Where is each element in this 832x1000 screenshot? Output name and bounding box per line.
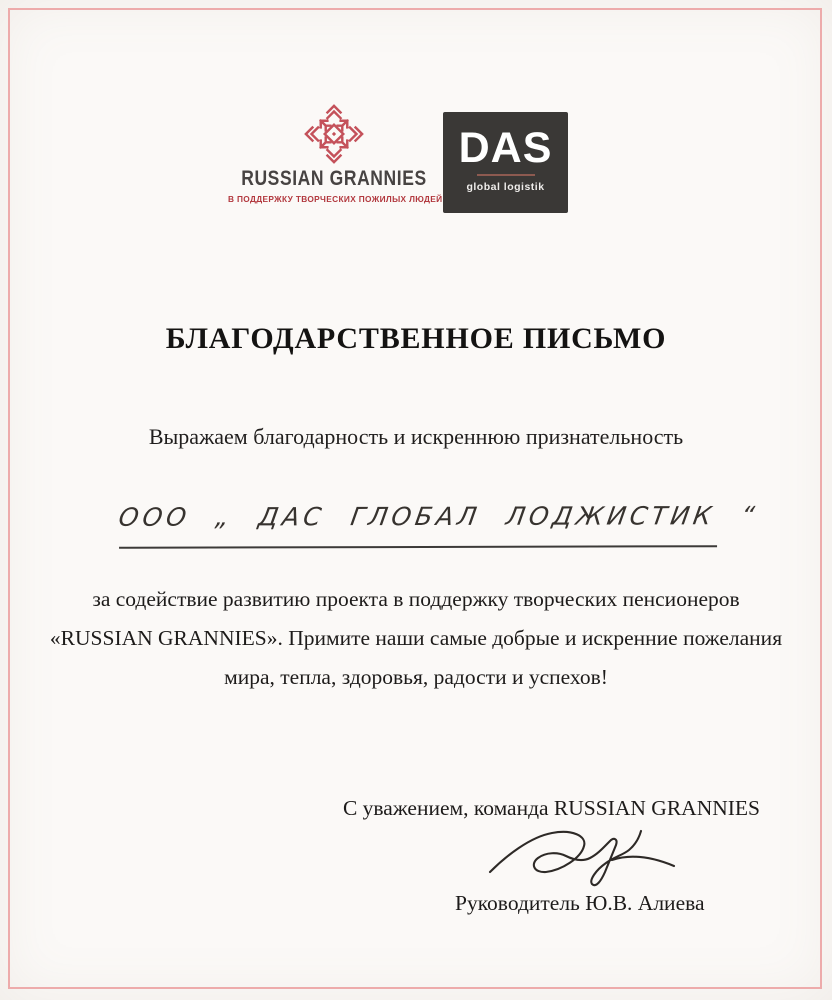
das-logo xyxy=(443,112,568,213)
letter-body xyxy=(46,580,786,697)
regards-line: С уважением, команда RUSSIAN GRANNIES xyxy=(342,796,760,820)
recipient-handwritten-name: ООО „ ДАС ГЛОБАЛ ЛОДЖИСТИК “ xyxy=(116,501,761,532)
letter-title: БЛАГОДАРСТВЕННОЕ ПИСЬМО xyxy=(165,322,667,355)
slavic-ornament-icon xyxy=(303,104,365,164)
das-tagline: global logistik xyxy=(466,181,545,193)
russian-grannies-logo xyxy=(228,104,443,204)
das-logo-divider xyxy=(477,174,535,176)
letter-intro-line: Выражаем благодарность и искреннюю признательность xyxy=(148,424,684,449)
das-wordmark: DAS xyxy=(458,124,553,172)
body-line-3: мира, тепла, здоровья, радости и успехов! xyxy=(224,665,608,689)
body-line-2: «RUSSIAN GRANNIES». Примите наши самые добрые и искренние пожелания xyxy=(49,626,783,650)
signed-by-line: Руководитель Ю.В. Алиева xyxy=(455,891,705,915)
signature-scribble xyxy=(486,820,678,894)
body-line-1: за содействие развитию проекта в поддержку творческих пенсионеров xyxy=(92,587,740,611)
recipient-underline xyxy=(116,501,761,549)
russian-grannies-wordmark: RUSSIAN GRANNIES xyxy=(241,165,427,191)
russian-grannies-tagline: В ПОДДЕРЖКУ ТВОРЧЕСКИХ ПОЖИЛЫХ ЛЮДЕЙ xyxy=(228,194,443,204)
